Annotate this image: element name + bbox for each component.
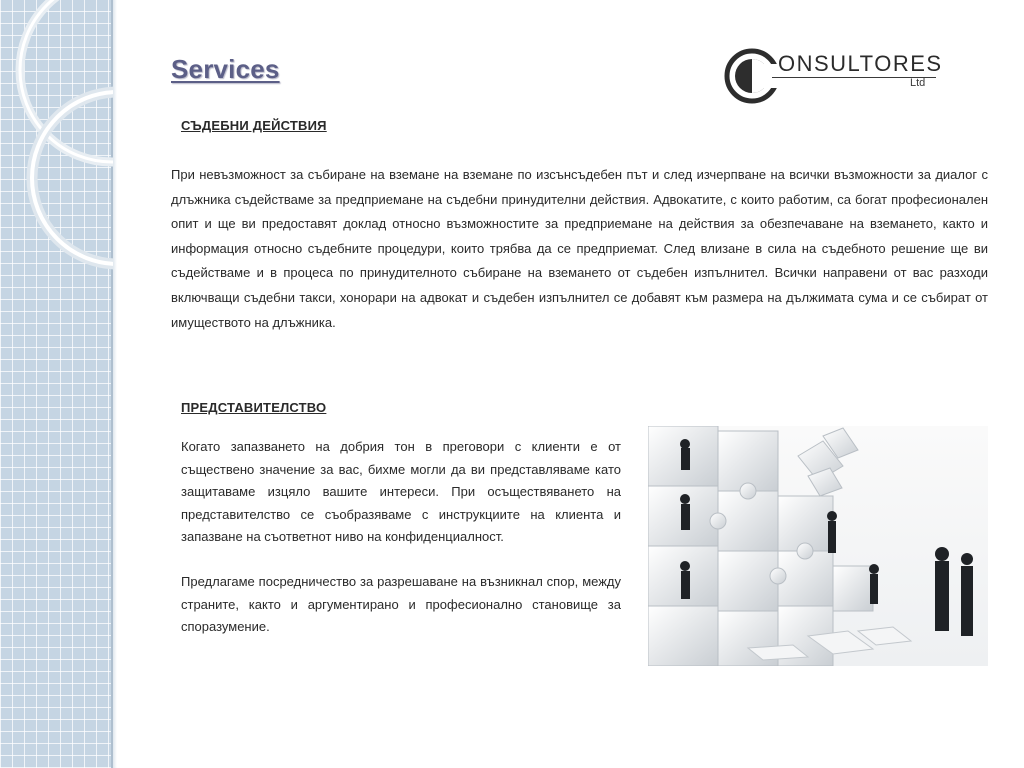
- decorative-rings: [0, 0, 113, 768]
- page-title: Services: [171, 54, 280, 84]
- strip-divider: [113, 0, 117, 768]
- puzzle-teamwork-image: [648, 426, 988, 666]
- section-text-representation-2: Предлагаме посредничество за разрешаване на възникнал спор, между страните, както и аргументирано и професионално становище за споразумение.: [181, 574, 621, 634]
- logo-wordmark: ONSULTORES: [778, 51, 943, 76]
- section-text-representation-1: Когато запазването на добрия тон в преговори с клиенти е от съществено значение за вас, бихме могли да ви представляваме като защитаваме изцяло вашите интереси. При осъществяването на представителство се съобразяваме с инструкциите на клиента и запазване на съответнот ниво на конфиденциалност.: [181, 439, 621, 544]
- puzzle-illustration: [648, 426, 988, 666]
- section-heading-representation: ПРЕДСТАВИТЕЛСТВО: [181, 400, 327, 415]
- company-logo: [722, 46, 942, 110]
- decorative-side-strip: [0, 0, 113, 768]
- section-text-court-actions: При невъзможност за събиране на вземане на вземане по изсънсъдебен път и след изчерпване на всички възможности за диалог с длъжника съдействаме за предприемане на съдебни принудителни действия. Адвокатите, с които работим, са богат професионален опит и ще ви предоставят доклад относно възможностите за предприемане на действия за обезпечаване на вземането, както и информация относно съдебните процедури, които трябва да се предприемат. След влизане в сила на съдебното решение ще ви съдействаме и в процеса по принудителното събиране на вземането от съдебен изпълнител. Всички направени от вас разходи включващи съдебни такси, хонорари на адвокат и съдебен изпълнител се добавят към размера на дължимата сума и се събират от имуществото на длъжника.: [171, 167, 988, 330]
- logo-suffix: Ltd: [910, 77, 926, 89]
- section-heading-court-actions: СЪДЕБНИ ДЕЙСТВИЯ: [181, 118, 327, 133]
- logo-c-mark-icon: [722, 46, 782, 110]
